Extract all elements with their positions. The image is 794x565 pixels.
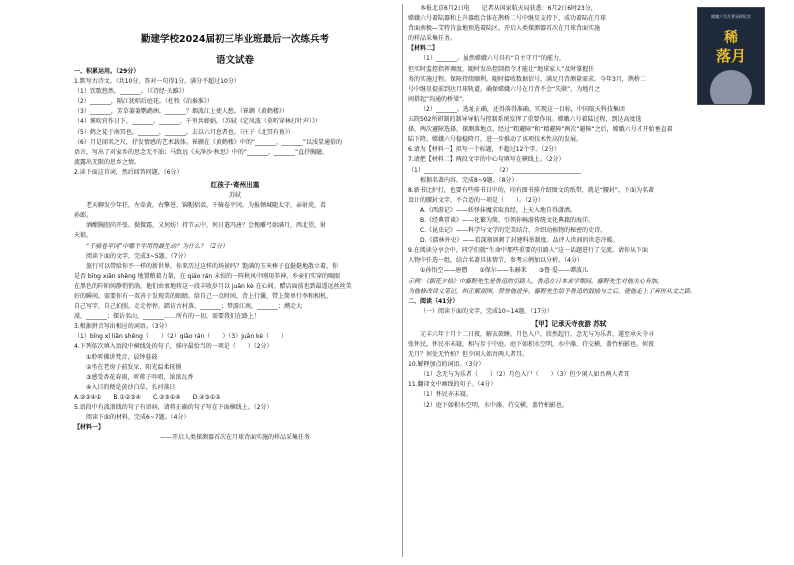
moon-graphic <box>710 70 752 105</box>
left-text-line: ③感受杏花春雨，听蒋子吟唱，浓浓瓦香 <box>86 373 194 381</box>
book-cover-title-bottom: 落月 <box>715 47 746 65</box>
right-body <box>408 4 697 411</box>
left-text-line: 3.根据拼音写出相应的词语。（3分） <box>74 323 171 331</box>
right-text-line: 择，两次避障选择，探测落地点。经过“粗避障”和“精避障”两次“避障”之后，嫦娥六号才开始垂直着 <box>408 126 673 134</box>
right-text-line: 元丰六年十月十二日夜，解衣欲睡，月色入户，欣然起行。念无与为乐者，遂至承天寺寻 <box>420 330 655 338</box>
left-text-line: （1）bīng xī liǎn shēng（ ）（2）qiāo rán（ ）（3）juān kè（ ） <box>74 333 288 341</box>
right-text-line: 人物中任选一组，结合名著具体情节，参考示例加以分析。（4分） <box>408 257 583 265</box>
right-text-line: 【甲】记承天寺夜游 苏轼 <box>531 319 607 328</box>
left-text-line: （5）鹤之徒于南冥也，_______，_______，去以六月息者也。（庄子《北冥有鱼》） <box>74 128 294 136</box>
right-text-line: 无月？何处无竹柏？但少闲人如吾两人者耳。 <box>408 351 529 359</box>
right-text-line: （2）庭下如积水空明，水中藻、荇交横，盖竹柏影也。 <box>420 401 568 409</box>
left-text-line: 4.下列依次填入语段中横线处的句子，排序最恰当的一项是（ ）（2分） <box>74 343 273 351</box>
left-text-line: ①聆听佛讲梵音，晨钟暮鼓 <box>86 353 158 361</box>
right-text-line: 根据名著内容，完成8~9题。（8分） <box>420 176 518 184</box>
right-text-line: D.《儒林外史》——看深刻讽刺了封建科举制度、品评人世间的世态冷暖。 <box>420 237 619 245</box>
right-text-line: ①孙悟空——唐僧 ②保尔——朱赫来 ③鲁·爱——谭波儿 <box>420 267 589 275</box>
right-text-line: 11.翻译文中画线的句子。（4分） <box>408 381 497 389</box>
column-divider <box>402 4 403 557</box>
right-text-line: （1）怀民亦未寝。 <box>420 391 472 399</box>
right-text-line: （一）阅读下面的文字，完成10~14题。（17分） <box>420 307 553 315</box>
right-text-line: 7.请把【材料二】两段文字的中心句填写在横线上。（2分） <box>408 156 565 164</box>
left-text-line: 语言，写出了对家乡的思念无不油；马致远《天净沙·秋思》中的“_______，_______”直抒胸臆， <box>74 148 329 156</box>
left-text-line: 流露出无限的思乡之情。 <box>74 158 141 166</box>
left-text-line: 苏轼 <box>228 192 241 200</box>
right-text-line: 10.解释加点的词语。（3分） <box>408 361 485 369</box>
left-column <box>74 0 396 561</box>
right-text-line: 6.请为【材料一】拟写一个标题，不超过12个字。（2分） <box>408 146 561 154</box>
right-text-line: （2）_______。选址正确，还得落得准确、实现这一目标，中国航天科技集团 <box>420 105 625 113</box>
left-text-line: 老天聊发少年狂，左牵黄，右擎苍，锦帽貂裘，千骑卷平冈。为报倾城随太守，亲射虎，看 <box>86 202 327 210</box>
book-cover-title-top: 稀 <box>724 30 738 46</box>
left-text-line: （4）雾吹官作日下，_______。_______，千里共婵娟。（苏轼《定风波（莫听穿林打叶声）》） <box>74 118 321 126</box>
right-text-line: A.《西游记》——妖怪抹魔求取真经，上天入地自得潇洒。 <box>420 206 576 214</box>
left-text-line: 漠，_______；探访名山，_______……所有的一切，需要我们在路上！ <box>74 313 261 321</box>
right-text-line: 8.新书比护打，也要有些排书目中的，印有图书排介绍图文的纸带，就是“腰封”。下面为名著 <box>408 186 654 194</box>
left-text-line: ②坐在老房子前发呆，阳光温柔抚摸 <box>86 363 182 371</box>
left-text-line: （2）_______，隔江犹唱后庭花。（杜牧《泊秦淮》） <box>74 98 213 106</box>
left-text-line: 孙郎。 <box>74 212 93 220</box>
right-text-line: 号中继星提前到达月球轨道，确保嫦娥六号在月背不会“失联”，为地月之 <box>408 85 601 93</box>
left-text-line: A.②③④① B.①②③④ C.②③①④ D.④③①② <box>74 393 221 401</box>
left-text-line: 阅读下面的文字，完成3~5题。（7分） <box>86 252 190 260</box>
left-text-line: 一、积累运用。（29分） <box>74 68 140 75</box>
left-text-line: 红孩子·寄州出塞 <box>210 181 260 190</box>
left-text-line: 在黑色的阡陌间静悄悄淌，他们由衷地将这一段丰收岁月以 juān kè 在心间。醋店面前也到最遥远丝丝美 <box>74 282 352 290</box>
left-text-line: 2.读下面这首词，然后回答问题。（6分） <box>74 168 183 176</box>
right-text-line: 设计的腰封文字，不合适的一项是（ ）。（2分） <box>408 196 544 204</box>
left-text-line: 旅行可以带给你不一样的新世界，你来历过这样的场景吗？饱满的玉米棒子直挺挺地散立着，你 <box>86 262 339 270</box>
right-text-line: 五院502所研制的制导导航与控制系统发挥了重要作用。嫦娥六号着陆过程，到达高度选 <box>408 116 642 124</box>
right-text-line: （1）念无与为乐者（ ）（2）月色入户（ ）（3）但少闲人如吾两人者耳 <box>420 371 630 379</box>
right-text-line: 务的实施过程。保障持续顺利，随时接收数据信号，满足月背测量需求。今年3月，鹊桥二 <box>408 75 646 83</box>
right-text-line: （1）_______________________ （2）_______________________ <box>408 166 581 174</box>
left-text-line: 【材料一】 <box>74 424 105 432</box>
left-text-line: ——开启人类探测器首次在月球背面实施的样品采集任务 <box>159 434 310 442</box>
exam-subtitle: 语文试卷 <box>215 55 254 66</box>
right-text-line: B.《经典常谈》——化繁为简，引领你畅游传统文化典籍的海洋。 <box>420 216 595 224</box>
book-cover-image <box>697 7 765 105</box>
right-text-line: 张怀民。怀民亦未寝，相与步于中庭。庭下如积水空明，水中藻、荇交横，盖竹柏影也。何夜 <box>408 341 655 348</box>
right-text-line: 陆下降。嫦娥六号稳稳降月，进一步推动了该项技术性高的发展。 <box>408 136 583 144</box>
left-text-line: （6）月是闻名之尺，抒发情感的艺术载体。崔颢在《黄鹤楼》中的“_______，_______”以浅显通俗的 <box>74 138 343 146</box>
left-body <box>74 67 396 443</box>
right-text-line: C.《昆虫记》——科学与文学的完美结合，介绍动植物的秘密的史诗。 <box>420 227 607 235</box>
left-text-line: 好的瞬间，需要你有一双善于发现美的眼睛。给自己一点时间，背上行囊，带上简单行李和相机， <box>74 292 333 300</box>
right-text-line: 9.在阅读分享会中，同学们就“生命中那些重要的引路人”这一话题进行了交流。请你从下面 <box>408 247 648 255</box>
left-text-line: 是否 bīng xiān shēng 地置粮着力量，在 qiáo rán 未惊的一阵秋风中刚用养神。乡壶们实穿的喝眼 <box>74 272 341 280</box>
left-text-line: ④入目的便是黄沙白草，长河落日 <box>86 383 176 391</box>
right-text-line: 【材料二】 <box>408 45 439 53</box>
left-text-line: （3）_______，芳草萋萋鹦鹉洲。_______？烟波江上使人愁。（崔颢《黄鹤楼》） <box>74 108 288 116</box>
book-cover-caption: 嫦娥六号月背采样纪实 <box>711 14 751 19</box>
left-text-line: 自己写字，自己拍照，走走停停。踏访古村落，_______；梦游江南，_______；溯走大 <box>74 303 303 311</box>
left-text-line: “千骑卷平冈”中哪个字用得最生动？为什么？（2分） <box>86 242 228 250</box>
left-text-line: 阅读下面的材料，完成6~7题。（4分） <box>86 414 190 422</box>
right-column <box>408 0 730 565</box>
left-text-line: 1.默写古诗文。（共10分。答对一句得1分，满分不超过10分） <box>74 78 240 86</box>
right-text-line: 示例：《朝花夕拾》中藤野先生是鲁迅的引路人。鲁迅在日本求学期间，藤野先生对他关心有加， <box>408 277 664 285</box>
right-text-line: 背面南极—艾特肯盆地预选着陆区，开启人类探测器首次在月球背面实施 <box>408 25 601 33</box>
left-text-line: 天狼。 <box>74 232 93 240</box>
left-text-line: （1）饮歌悠然，_______。（《诗经·关雎》） <box>74 88 188 96</box>
right-text-line: 为他修改讲义笔记，纠正解剖图。赞誉他进步，藤野先生给予鲁迅的鼓励与之后，使他走上了弃医从文之路。 <box>408 287 697 295</box>
right-text-line: （1）_______。虽然嫦娥六号具有“自主守月”的能力， <box>420 55 566 63</box>
left-text-line: 5.语段中有波浪线的句子有语病，请将正确的句子写在下面横线上。（2分） <box>74 404 273 411</box>
right-text-line: 但实时监控指挥调度、随时发出控制指令才能让“地球家人”及时掌握任 <box>408 65 595 73</box>
right-text-line: 嫦娥六号着陆器和上升器组合体在鹊桥二号中继星支持下，成功着陆在月球 <box>408 15 607 23</box>
exam-title: 勤建学校2024届初三毕业班最后一次练兵考 <box>141 34 329 45</box>
left-text-line: 酒酣胸胆尚开张。鬓微霜，又何妨！持节云中，何日遣冯唐？会挽雕弓如满月，西北望，射 <box>86 222 327 230</box>
right-text-line: 二、阅读（41分） <box>408 297 459 305</box>
right-text-line: 间搭起“沟通的桥梁”。 <box>408 95 469 103</box>
right-text-line: 本报北京6月2日电 记者从国家航天局获悉：6月2日6时23分， <box>420 5 597 12</box>
right-text-line: 的样品采集任务。 <box>408 35 457 43</box>
